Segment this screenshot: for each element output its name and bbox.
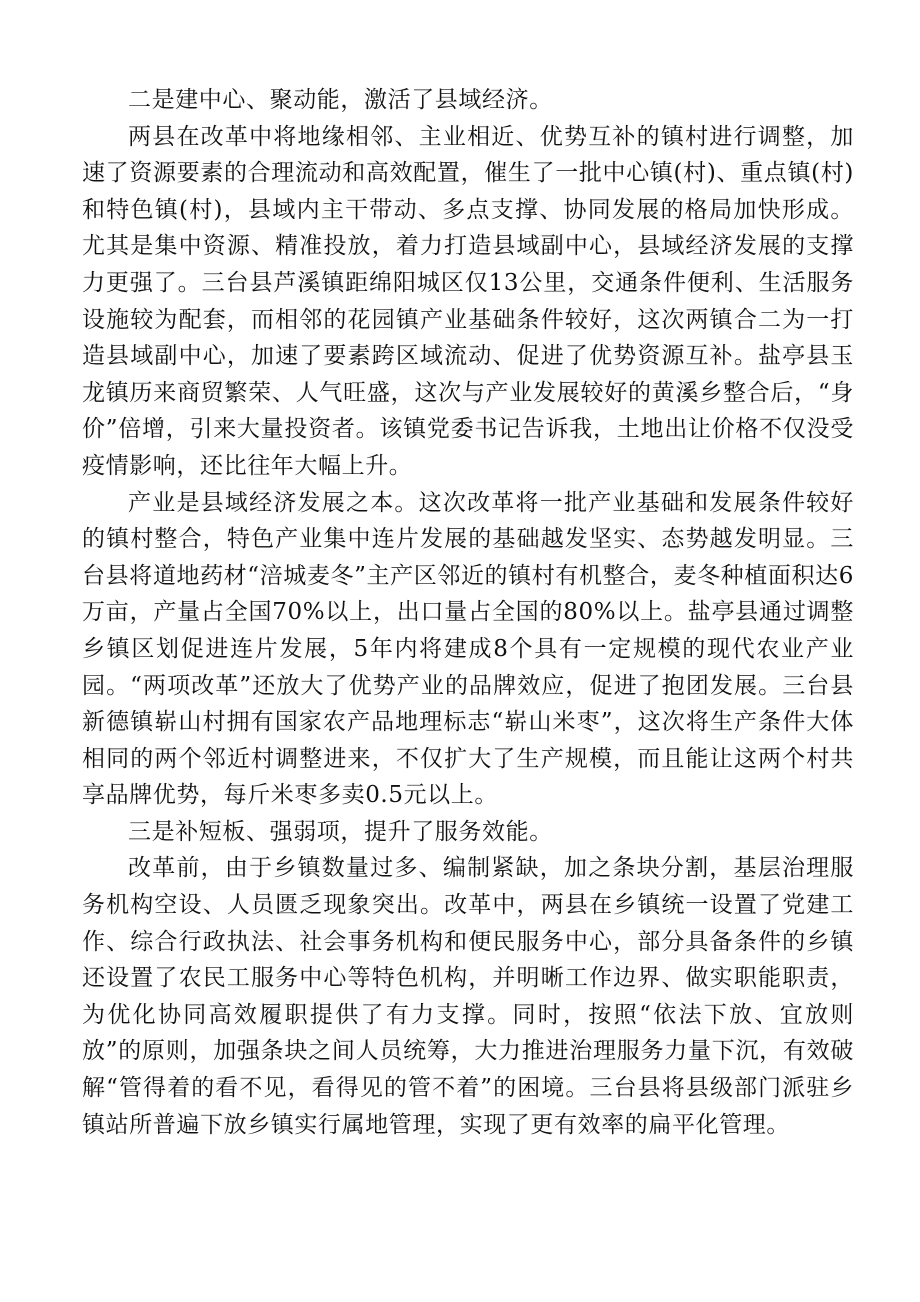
paragraph-service-efficiency: 改革前，由于乡镇数量过多、编制紧缺，加之条块分割，基层治理服务机构空设、人员匮乏现象突出。改革中，两县在乡镇统一设置了党建工作、综合行政执法、社会事务机构和便民服务中心，部分具备条件的乡镇还设置了农民工服务中心等特色机构，并明晰工作边界、做实职能职责，为优化协同高效履职提供了有力支撑。同时，按照“依法下放、宜放则放”的原则，加强条块之间人员统筹，大力推进治理服务力量下沉，有效破解“管得着的看不见，看得见的管不着”的困境。三台县将县级部门派驻乡镇站所普遍下放乡镇实行属地管理，实现了更有效率的扁平化管理。 (82, 855, 854, 1138)
paragraph-industry: 产业是县域经济发展之本。这次改革将一批产业基础和发展条件较好的镇村整合，特色产业集中连片发展的基础越发坚实、态势越发明显。三台县将道地药材“涪城麦冬”主产区邻近的镇村有机整合，麦冬种植面积达6万亩，产量占全国70%以上，出口量占全国的80%以上。盐亭县通过调整乡镇区划促进连片发展，5年内将建成8个具有一定规模的现代农业产业园。“两项改革”还放大了优势产业的品牌效应，促进了抱团发展。三台县新德镇崭山村拥有国家农产品地理标志“崭山米枣”，这次将生产条件大体相同的两个邻近村调整进来，不仅扩大了生产规模，而且能让这两个村共享品牌优势，每斤米枣多卖0.5元以上。 (82, 489, 854, 809)
section-heading-two: 二是建中心、聚动能，激活了县域经济。 (128, 87, 553, 113)
section-heading-three: 三是补短板、强弱项，提升了服务效能。 (128, 818, 553, 845)
paragraph-resource-integration: 两县在改革中将地缘相邻、主业相近、优势互补的镇村进行调整，加速了资源要素的合理流动和高效配置，催生了一批中心镇(村)、重点镇(村)和特色镇(村)，县域内主干带动、多点支撑、协同发展的格局加快形成。尤其是集中资源、精准投放，着力打造县域副中心，县域经济发展的支撑力更强了。三台县芦溪镇距绵阳城区仅13公里，交通条件便利、生活服务设施较为配套，而相邻的花园镇产业基础条件较好，这次两镇合二为一打造县域副中心，加速了要素跨区域流动、促进了优势资源互补。盐亭县玉龙镇历来商贸繁荣、人气旺盛，这次与产业发展较好的黄溪乡整合后，“身价”倍增，引来大量投资者。该镇党委书记告诉我，土地出让价格不仅没受疫情影响，还比往年大幅上升。 (82, 123, 854, 479)
document-page (82, 82, 854, 1143)
